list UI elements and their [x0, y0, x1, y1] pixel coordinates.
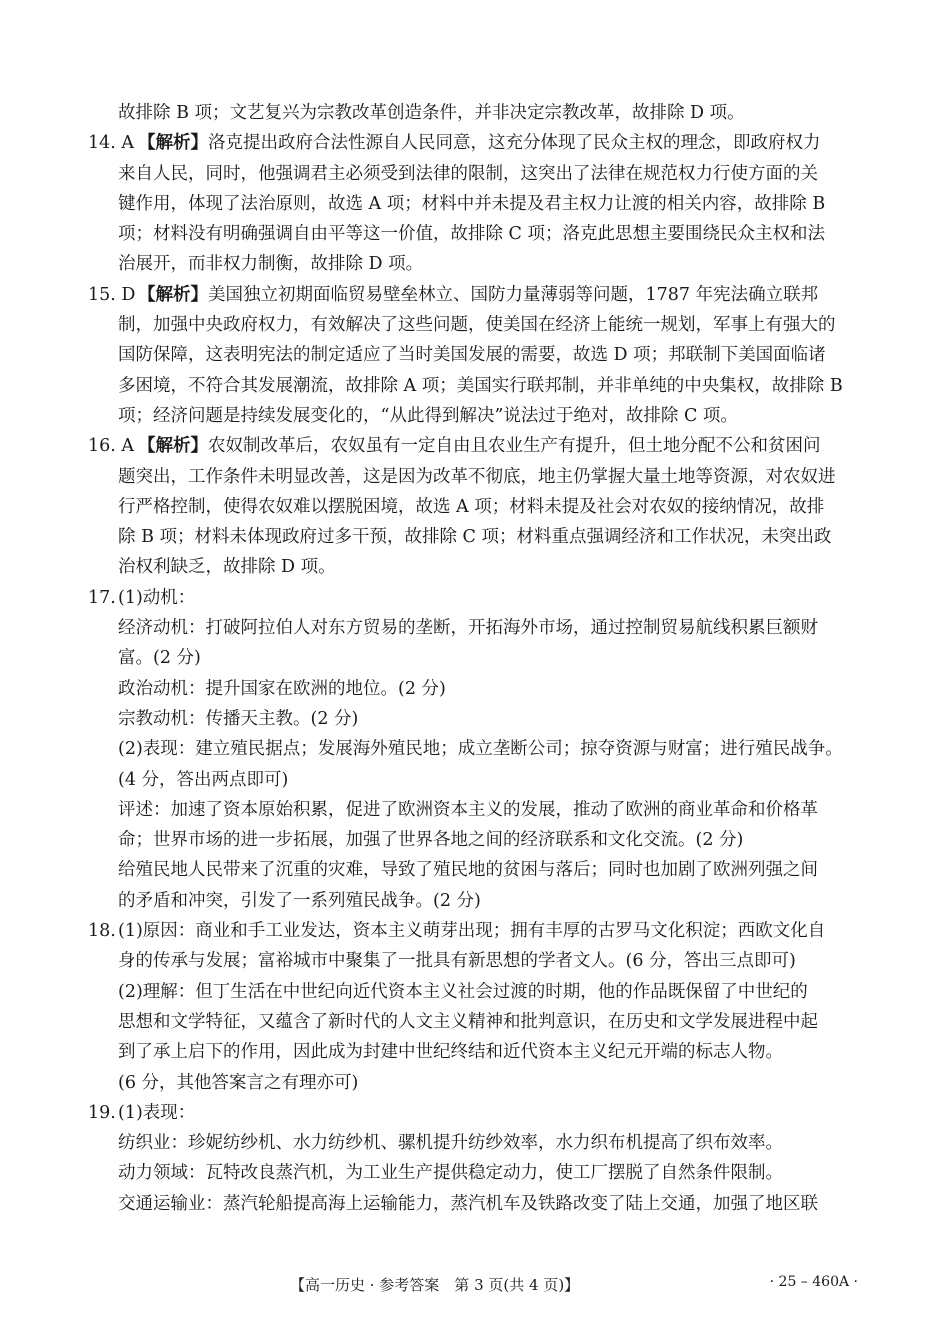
text-line [88, 583, 863, 613]
line-text: 治权利缺乏，故排除 D 项。 [118, 557, 336, 578]
text-line [88, 219, 863, 249]
text-line [88, 1158, 863, 1188]
line-text: 的矛盾和冲突，引发了一系列殖民战争。(2 分) [118, 890, 481, 911]
answer-text [88, 98, 863, 1219]
text-line [88, 492, 863, 522]
line-text: 项；经济问题是持续发展变化的，“从此得到解决”说法过于绝对，故排除 C 项。 [118, 405, 738, 426]
line-text: 美国独立初期面临贸易壁垒林立、国防力量薄弱等问题，1787 年宪法确立联邦 [208, 284, 819, 305]
text-line [88, 1068, 863, 1098]
line-text: 除 B 项；材料未体现政府过多干预，故排除 C 项；材料重点强调经济和工作状况，未突出政 [118, 527, 832, 548]
line-text: 交通运输业：蒸汽轮船提高海上运输能力，蒸汽机车及铁路改变了陆上交通，加强了地区联 [118, 1193, 818, 1214]
text-line [88, 704, 863, 734]
text-line [88, 886, 863, 916]
text-line [88, 946, 863, 976]
text-line [88, 855, 863, 885]
text-line [88, 613, 863, 643]
text-line [88, 280, 863, 310]
text-line [88, 765, 863, 795]
text-line [88, 916, 863, 946]
text-line [88, 189, 863, 219]
line-text: (4 分，答出两点即可) [118, 769, 289, 790]
line-text: (1)表现： [118, 1102, 196, 1123]
line-text: 思想和文学特征，又蕴含了新时代的人文主义精神和批判意识，在历史和文学发展进程中起 [118, 1011, 818, 1032]
text-line [88, 1007, 863, 1037]
text-line [88, 462, 863, 492]
line-text: 富。(2 分) [118, 648, 201, 669]
line-text: 洛克提出政府合法性源自人民同意，这充分体现了民众主权的理念，即政府权力 [208, 133, 821, 154]
text-line [88, 431, 863, 461]
line-text: 命；世界市场的进一步拓展，加强了世界各地之间的经济联系和文化交流。(2 分) [118, 830, 744, 851]
line-text: 评述：加速了资本原始积累，促进了欧洲资本主义的发展，推动了欧洲的商业革命和价格革 [118, 799, 818, 820]
line-text: (6 分，其他答案言之有理亦可) [118, 1072, 359, 1093]
text-line [88, 249, 863, 279]
question-number: 18. [88, 921, 116, 942]
question-number: 16. A [88, 436, 135, 457]
line-text: 项；材料没有明确强调自由平等这一价值，故排除 C 项；洛克此思想主要围绕民众主权和法 [118, 224, 826, 245]
line-text: 经济动机：打破阿拉伯人对东方贸易的垄断，开拓海外市场，通过控制贸易航线积累巨额财 [118, 618, 818, 639]
footer-code: · 25 – 460A · [769, 1274, 858, 1290]
question-number: 15. D [88, 284, 136, 305]
line-text: 来自人民，同时，他强调君主必须受到法律的限制，这突出了法律在规范权力行使方面的关 [118, 163, 818, 184]
line-text: 农奴制改革后，农奴虽有一定自由且农业生产有提升，但土地分配不公和贫困问 [208, 436, 821, 457]
analysis-tag: 【解析】 [138, 436, 208, 457]
line-text: 到了承上启下的作用，因此成为封建中世纪终结和近代资本主义纪元开端的标志人物。 [118, 1042, 783, 1063]
text-line [88, 1098, 863, 1128]
footer-title: 【高一历史 · 参考答案 第 3 页(共 4 页)】 [290, 1276, 580, 1294]
text-line [88, 310, 863, 340]
text-line [88, 552, 863, 582]
line-text: 故排除 B 项；文艺复兴为宗教改革创造条件，并非决定宗教改革，故排除 D 项。 [118, 103, 745, 123]
text-line [88, 734, 863, 764]
text-line [88, 1189, 863, 1219]
question-number: 19. [88, 1102, 116, 1123]
analysis-tag: 【解析】 [138, 284, 208, 305]
line-text: 纺织业：珍妮纺纱机、水力纺纱机、骡机提升纺纱效率，水力织布机提高了织布效率。 [118, 1133, 783, 1154]
text-line [88, 1128, 863, 1158]
question-number: 14. A [88, 133, 135, 154]
line-text: (1)动机： [118, 587, 196, 608]
line-text: 身的传承与发展；富裕城市中聚集了一批具有新思想的学者文人。(6 分，答出三点即可) [118, 951, 796, 972]
text-line [88, 98, 863, 128]
text-line [88, 795, 863, 825]
line-text: (2)表现：建立殖民据点；发展海外殖民地；成立垄断公司；掠夺资源与财富；进行殖民战争。 [118, 739, 843, 760]
analysis-tag: 【解析】 [138, 133, 208, 154]
question-number: 17. [88, 587, 116, 608]
text-line [88, 371, 863, 401]
line-text: (1)原因：商业和手工业发达，资本主义萌芽出现；拥有丰厚的古罗马文化积淀；西欧文化自 [118, 921, 826, 942]
text-line [88, 977, 863, 1007]
page-footer [0, 1274, 950, 1300]
line-text: 键作用，体现了法治原则，故选 A 项；材料中并未提及君主权力让渡的相关内容，故排除 B [118, 193, 826, 214]
text-line [88, 401, 863, 431]
text-line [88, 159, 863, 189]
text-line [88, 825, 863, 855]
text-line [88, 1037, 863, 1067]
text-line [88, 128, 863, 158]
line-text: 动力领域：瓦特改良蒸汽机，为工业生产提供稳定动力，使工厂摆脱了自然条件限制。 [118, 1163, 783, 1184]
line-text: 国防保障，这表明宪法的制定适应了当时美国发展的需要，故选 D 项；邦联制下美国面临诸 [118, 345, 826, 366]
line-text: 宗教动机：传播天主教。(2 分) [118, 708, 359, 729]
line-text: (2)理解：但丁生活在中世纪向近代资本主义社会过渡的时期，他的作品既保留了中世纪的 [118, 981, 808, 1002]
line-text: 治展开，而非权力制衡，故排除 D 项。 [118, 254, 424, 275]
text-line [88, 674, 863, 704]
text-line [88, 340, 863, 370]
line-text: 多困境，不符合其发展潮流，故排除 A 项；美国实行联邦制，并非单纯的中央集权，故排除 B [118, 375, 843, 396]
text-line [88, 643, 863, 673]
line-text: 题突出，工作条件未明显改善，这是因为改革不彻底，地主仍掌握大量土地等资源，对农奴进 [118, 466, 836, 487]
text-line [88, 522, 863, 552]
line-text: 制，加强中央政府权力，有效解决了这些问题，使美国在经济上能统一规划，军事上有强大的 [118, 315, 836, 336]
line-text: 给殖民地人民带来了沉重的灾难，导致了殖民地的贫困与落后；同时也加剧了欧洲列强之间 [118, 860, 818, 881]
line-text: 政治动机：提升国家在欧洲的地位。(2 分) [118, 678, 446, 699]
line-text: 行严格控制，使得农奴难以摆脱困境，故选 A 项；材料未提及社会对农奴的接纳情况，故排 [118, 496, 825, 517]
